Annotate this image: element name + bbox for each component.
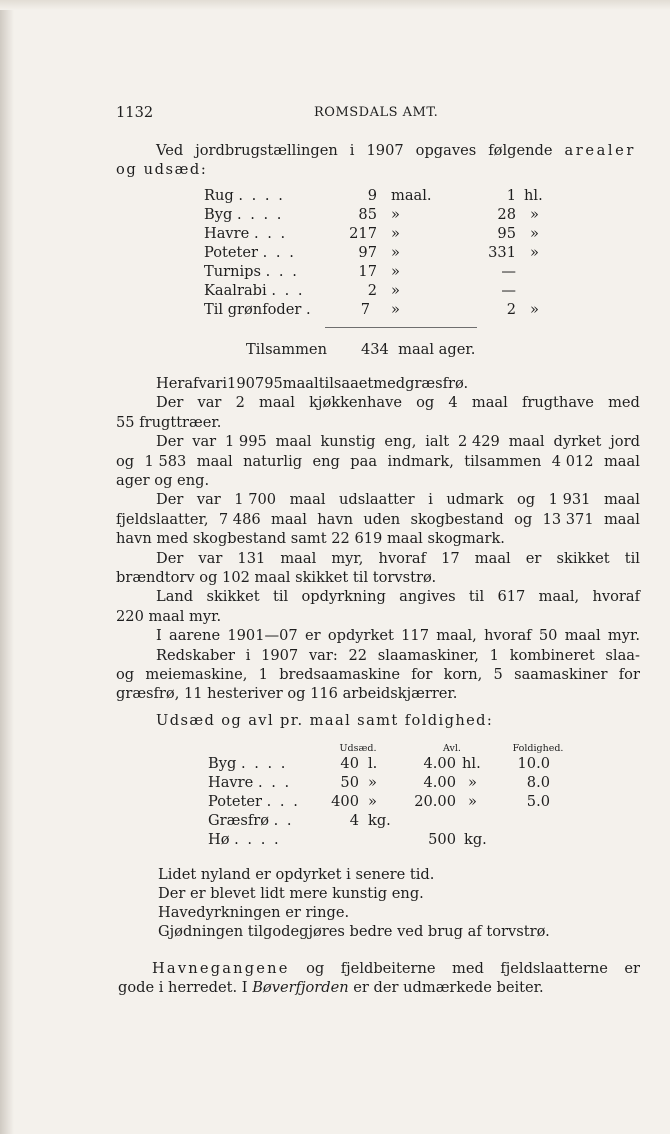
word: slaamaskiner, (377, 647, 479, 664)
note-line: Der er blevet lidt mere kunstig eng. (158, 885, 424, 902)
crop-area: 97 (358, 244, 377, 261)
word: 50 (538, 627, 558, 644)
crop-name: Til grønfoder . (204, 301, 313, 318)
word: naturlig (243, 453, 303, 470)
crop-seed: 95 (497, 225, 516, 242)
word: havn med skogbestand samt 22 619 maal skogmark. (116, 530, 505, 547)
crop-seed-unit: » (530, 244, 539, 261)
word: tilsaaet (318, 375, 374, 392)
yield-crop: Poteter . . . (208, 793, 300, 810)
word: fjeldslaatter, (116, 511, 209, 528)
paragraph-line (156, 588, 640, 605)
word: Der (156, 433, 184, 450)
crop-area-unit: » (391, 301, 400, 318)
word: bredsaamaskine (279, 666, 400, 683)
word: 1 583 (144, 453, 187, 470)
word: maal (196, 453, 233, 470)
word: paa (350, 453, 378, 470)
word: 1 995 (225, 433, 267, 450)
udsaed-value: 400 (331, 793, 359, 810)
word: maal (603, 511, 640, 528)
word: 117 (401, 627, 429, 644)
total-line (246, 341, 475, 358)
word: fjeldslaatterne (500, 960, 608, 977)
word: Redskaber (156, 647, 235, 664)
final-line-1 (152, 960, 640, 977)
word: til (624, 550, 640, 567)
word: maal (282, 375, 319, 392)
word: 17 (441, 550, 460, 567)
crop-area: 2 (367, 282, 377, 299)
crop-area: 7 (360, 301, 370, 318)
word: 1 (258, 666, 268, 683)
word: græsfrø, 11 hesteriver og 116 arbeidskjærrer. (116, 685, 458, 702)
word: maal, (436, 627, 477, 644)
avl-value: 20.00 (414, 793, 456, 810)
avl-unit: hl. (462, 755, 481, 772)
word: 1907 (261, 647, 299, 664)
word: 617 (497, 588, 526, 605)
word: med (452, 960, 484, 977)
crop-seed: 1 (506, 187, 516, 204)
word: 4 012 (551, 453, 594, 470)
word: uden (363, 511, 401, 528)
word: med (373, 375, 406, 392)
word: var (198, 550, 223, 567)
word: til (272, 588, 289, 605)
crop-seed-unit: » (530, 206, 539, 223)
crop-area-unit: » (391, 263, 400, 280)
paragraph-line (156, 627, 640, 644)
word: i (349, 142, 355, 159)
paragraph-line (116, 472, 209, 489)
word: 1907 (366, 142, 404, 159)
col-header-foldighed: Foldighed. (512, 743, 564, 754)
word: er (624, 960, 640, 977)
word: Heraf (156, 375, 199, 392)
sum-rule (325, 327, 477, 328)
paragraph-line (116, 530, 505, 547)
crop-name: Rug . . . . (204, 187, 285, 204)
running-title: ROMSDALS AMT. (314, 105, 439, 120)
paragraph-line (156, 647, 640, 664)
word: 1 700 (234, 491, 277, 508)
crop-seed: — (501, 263, 516, 280)
word: var (196, 491, 221, 508)
word: havn (317, 511, 353, 528)
word: er (525, 550, 542, 567)
word: i (245, 647, 251, 664)
word: er (304, 627, 321, 644)
word: maal (474, 550, 511, 567)
yield-crop: Havre . . . (208, 774, 292, 791)
crop-name: Poteter . . . (204, 244, 296, 261)
foldighed-value: 5.0 (526, 793, 550, 810)
yield-crop: Byg . . . . (208, 755, 288, 772)
word: opdyrkning (301, 588, 386, 605)
word: græsfrø. (405, 375, 469, 392)
paragraph-line (156, 394, 640, 411)
crop-seed: 28 (497, 206, 516, 223)
udsaed-value: 40 (340, 755, 359, 772)
word: slaa- (605, 647, 640, 664)
word: 95 (264, 375, 283, 392)
word: og (517, 491, 536, 508)
word: og (306, 960, 325, 977)
word: maal, (538, 588, 580, 605)
paragraph-line (156, 433, 640, 450)
word: maal (564, 627, 601, 644)
word: tilsammen (464, 453, 542, 470)
word: skikket (206, 588, 260, 605)
word: ager og eng. (116, 472, 210, 489)
word: hvoraf (592, 588, 640, 605)
yield-title: Udsæd og avl pr. maal samt foldighed: (156, 712, 494, 729)
word: hvoraf (378, 550, 427, 567)
word: I (156, 627, 162, 644)
word: kjøkkenhave (309, 394, 402, 411)
word: var: (308, 647, 338, 664)
word: 2 (235, 394, 245, 411)
crop-area: 85 (358, 206, 377, 223)
word: var (192, 433, 217, 450)
word: opdyrket (327, 627, 394, 644)
word: frugthave (521, 394, 594, 411)
paragraph-line (156, 550, 640, 567)
yield-crop: Hø . . . . (208, 831, 281, 848)
word: 4 (448, 394, 458, 411)
word: og (416, 394, 435, 411)
udsaed-unit: » (368, 774, 377, 791)
udsaed-unit: kg. (368, 812, 391, 829)
crop-seed-unit: » (530, 225, 539, 242)
word: eng (312, 453, 340, 470)
word: Der (156, 491, 184, 508)
word: myr, (331, 550, 364, 567)
crop-seed: 331 (488, 244, 516, 261)
udsaed-unit: l. (368, 755, 378, 772)
word: 22 (348, 647, 368, 664)
word: maal (471, 394, 508, 411)
intro-line-2: og udsæd: (116, 161, 208, 178)
word: saamaskiner (514, 666, 608, 683)
paragraph-line (156, 375, 468, 392)
crop-seed: — (501, 282, 516, 299)
word: maal (259, 394, 295, 411)
col-header-avl: Avl. (443, 743, 461, 754)
word: maal (289, 491, 326, 508)
crop-seed: 2 (506, 301, 516, 318)
word: korn, (443, 666, 483, 683)
word: og (514, 511, 533, 528)
word: Der (156, 394, 184, 411)
place-name: Bøverfjorden (252, 979, 349, 996)
word: 5 (493, 666, 503, 683)
total-unit: maal ager. (398, 341, 476, 358)
word: 1 (489, 647, 499, 664)
note-line: Lidet nyland er opdyrket i senere tid. (158, 866, 435, 883)
word: arealer (564, 142, 636, 159)
foldighed-value: 8.0 (526, 774, 550, 791)
word: 220 maal myr. (116, 608, 222, 625)
word: Havnegangene (152, 960, 290, 977)
word: meiemaskine, (145, 666, 248, 683)
total-value: 434 (360, 341, 389, 358)
paragraph-line (116, 511, 640, 528)
crop-area-unit: » (391, 244, 400, 261)
crop-area-unit: » (391, 225, 400, 242)
paragraph-line (116, 685, 457, 702)
final-line-2: gode i herredet. I Bøverfjorden er der udmærkede beiter. (118, 979, 544, 996)
word: 1907 (227, 375, 265, 392)
word: maal (280, 550, 317, 567)
word: hvoraf (484, 627, 532, 644)
paragraph-line (116, 569, 436, 586)
avl-value: 4.00 (423, 774, 456, 791)
word: 2 429 (458, 433, 500, 450)
word: opgaves (415, 142, 477, 159)
word: følgende (488, 142, 553, 159)
word: skikket (556, 550, 610, 567)
word: fjeldbeiterne (340, 960, 436, 977)
word: eng, (384, 433, 417, 450)
udsaed-value: 4 (349, 812, 359, 829)
word: kunstig (320, 433, 376, 450)
word: for (618, 666, 640, 683)
word: 7 486 (218, 511, 261, 528)
word: 13 371 (542, 511, 594, 528)
avl-unit: » (468, 793, 477, 810)
crop-area: 217 (349, 225, 377, 242)
avl-unit: kg. (464, 831, 487, 848)
paragraph-line (116, 453, 640, 470)
word: var (197, 394, 222, 411)
word: 55 frugttræer. (116, 414, 222, 431)
crop-area-unit: maal. (391, 187, 432, 204)
word: dyrket (553, 433, 602, 450)
word: aarene (169, 627, 221, 644)
intro-line-1 (156, 142, 636, 159)
word: for (411, 666, 433, 683)
udsaed-unit: » (368, 793, 377, 810)
foldighed-value: 10.0 (517, 755, 550, 772)
word: kombineret (509, 647, 595, 664)
word: 1 931 (548, 491, 591, 508)
crop-name: Turnips . . . (204, 263, 299, 280)
page-number: 1132 (116, 104, 154, 121)
word: Land (156, 588, 194, 605)
udsaed-value: 50 (340, 774, 359, 791)
word: maal (270, 511, 307, 528)
word: Ved (156, 142, 184, 159)
word: brændtorv og 102 maal skikket til torvstrø. (116, 569, 437, 586)
crop-seed-unit: hl. (524, 187, 543, 204)
word: til (468, 588, 485, 605)
word: indmark, (387, 453, 454, 470)
word: 1901—07 (227, 627, 298, 644)
word: udmark (446, 491, 504, 508)
word: jordbrugstællingen (195, 142, 338, 159)
col-header-udsaed: Udsæd. (339, 743, 377, 754)
word: angives (399, 588, 456, 605)
word: skogbestand (410, 511, 504, 528)
crop-name: Kaalrabi . . . (204, 282, 305, 299)
paragraph-line (116, 666, 640, 683)
note-line: Gjødningen tilgodegjøres bedre ved brug af torvstrø. (158, 923, 550, 940)
word: med (608, 394, 640, 411)
word: maal (275, 433, 312, 450)
word: i (428, 491, 433, 508)
word: ialt (425, 433, 450, 450)
crop-area: 9 (367, 187, 377, 204)
word: udslaatter (339, 491, 415, 508)
word: Der (156, 550, 184, 567)
total-label: Tilsammen (246, 341, 327, 358)
crop-area: 17 (358, 263, 377, 280)
word: maal (603, 453, 640, 470)
word: myr. (607, 627, 640, 644)
avl-unit: » (468, 774, 477, 791)
crop-area-unit: » (391, 282, 400, 299)
word: var (198, 375, 223, 392)
word: og (116, 666, 135, 683)
yield-crop: Græsfrø . . (208, 812, 294, 829)
word: og (116, 453, 135, 470)
paragraph-line (116, 608, 221, 625)
avl-value: 500 (428, 831, 456, 848)
word: 131 (237, 550, 266, 567)
crop-name: Havre . . . (204, 225, 288, 242)
crop-area-unit: » (391, 206, 400, 223)
avl-value: 4.00 (423, 755, 456, 772)
paragraph-line (116, 414, 221, 431)
crop-name: Byg . . . . (204, 206, 284, 223)
note-line: Havedyrkningen er ringe. (158, 904, 350, 921)
paragraph-line (156, 491, 640, 508)
crop-seed-unit: » (530, 301, 539, 318)
word: maal (508, 433, 545, 450)
word: jord (610, 433, 640, 450)
word: maal (603, 491, 640, 508)
word: i (222, 375, 228, 392)
